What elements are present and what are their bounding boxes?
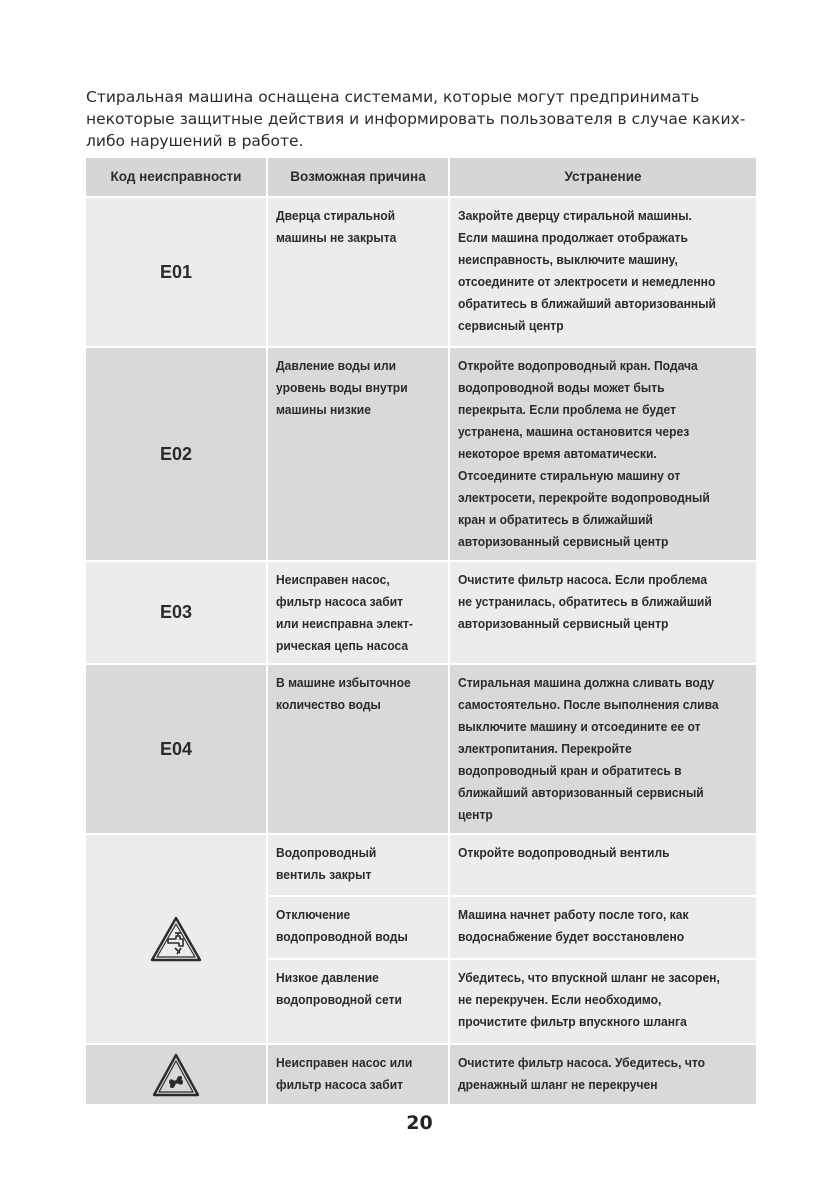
- water-tap-warning-icon: [86, 835, 266, 1043]
- fix-low-pressure: Убедитесь, что впускной шланг не засорен, не перекручен. Если необходимо, прочистите фильтр впускного шланга: [450, 960, 756, 1043]
- fix-pump: Очистите фильтр насоса. Убедитесь, что дренажный шланг не перекручен: [450, 1045, 756, 1104]
- fix-e03: Очистите фильтр насоса. Если проблема не устранилась, обратитесь в ближайший авторизованный сервисный центр: [450, 562, 756, 663]
- header-cause: Возможная причина: [268, 158, 448, 196]
- cause-e01: Дверца стиральной машины не закрыта: [268, 198, 448, 346]
- cause-e02: Давление воды или уровень воды внутри машины низкие: [268, 348, 448, 560]
- cause-water-off: Отключение водопроводной воды: [268, 897, 448, 958]
- cause-e04: В машине избыточное количество воды: [268, 665, 448, 833]
- fix-tap-closed: Откройте водопроводный вентиль: [450, 835, 756, 895]
- fix-e02: Откройте водопроводный кран. Подача водопроводной воды может быть перекрыта. Если проблема не будет устранена, машина остановится через некоторое время автоматически. Отсоедините стиральную машину от электросети, перекройте водопроводный кран и обратитесь в ближайший авторизованный сервисный центр: [450, 348, 756, 560]
- cause-low-pressure: Низкое давление водопроводной сети: [268, 960, 448, 1043]
- cause-tap-closed: Водопроводный вентиль закрыт: [268, 835, 448, 895]
- code-e04: E04: [86, 665, 266, 833]
- code-e03: E03: [86, 562, 266, 663]
- header-fix: Устранение: [450, 158, 756, 196]
- intro-paragraph: Стиральная машина оснащена системами, которые могут предпринимать некоторые защитные действия и информировать пользователя в случае каких-либо нарушений в работе.: [86, 88, 746, 150]
- error-table: [86, 158, 756, 1104]
- pump-warning-icon: [86, 1045, 266, 1104]
- fix-e01: Закройте дверцу стиральной машины. Если машина продолжает отображать неисправность, выключите машину, отсоедините от электросети и немедленно обратитесь в ближайший авторизованный сервисный центр: [450, 198, 756, 346]
- page-number: 20: [406, 1112, 433, 1134]
- cause-e03: Неисправен насос, фильтр насоса забит или неисправна элект- рическая цепь насоса: [268, 562, 448, 663]
- fix-water-off: Машина начнет работу после того, как водоснабжение будет восстановлено: [450, 897, 756, 958]
- code-e01: E01: [86, 198, 266, 346]
- cause-pump: Неисправен насос или фильтр насоса забит: [268, 1045, 448, 1104]
- code-e02: E02: [86, 348, 266, 560]
- fix-e04: Стиральная машина должна сливать воду самостоятельно. После выполнения слива выключите машину и отсоедините ее от электропитания. Перекройте водопроводный кран и обратитесь в ближайший авторизованный сервисный центр: [450, 665, 756, 833]
- header-code: Код неисправности: [86, 158, 266, 196]
